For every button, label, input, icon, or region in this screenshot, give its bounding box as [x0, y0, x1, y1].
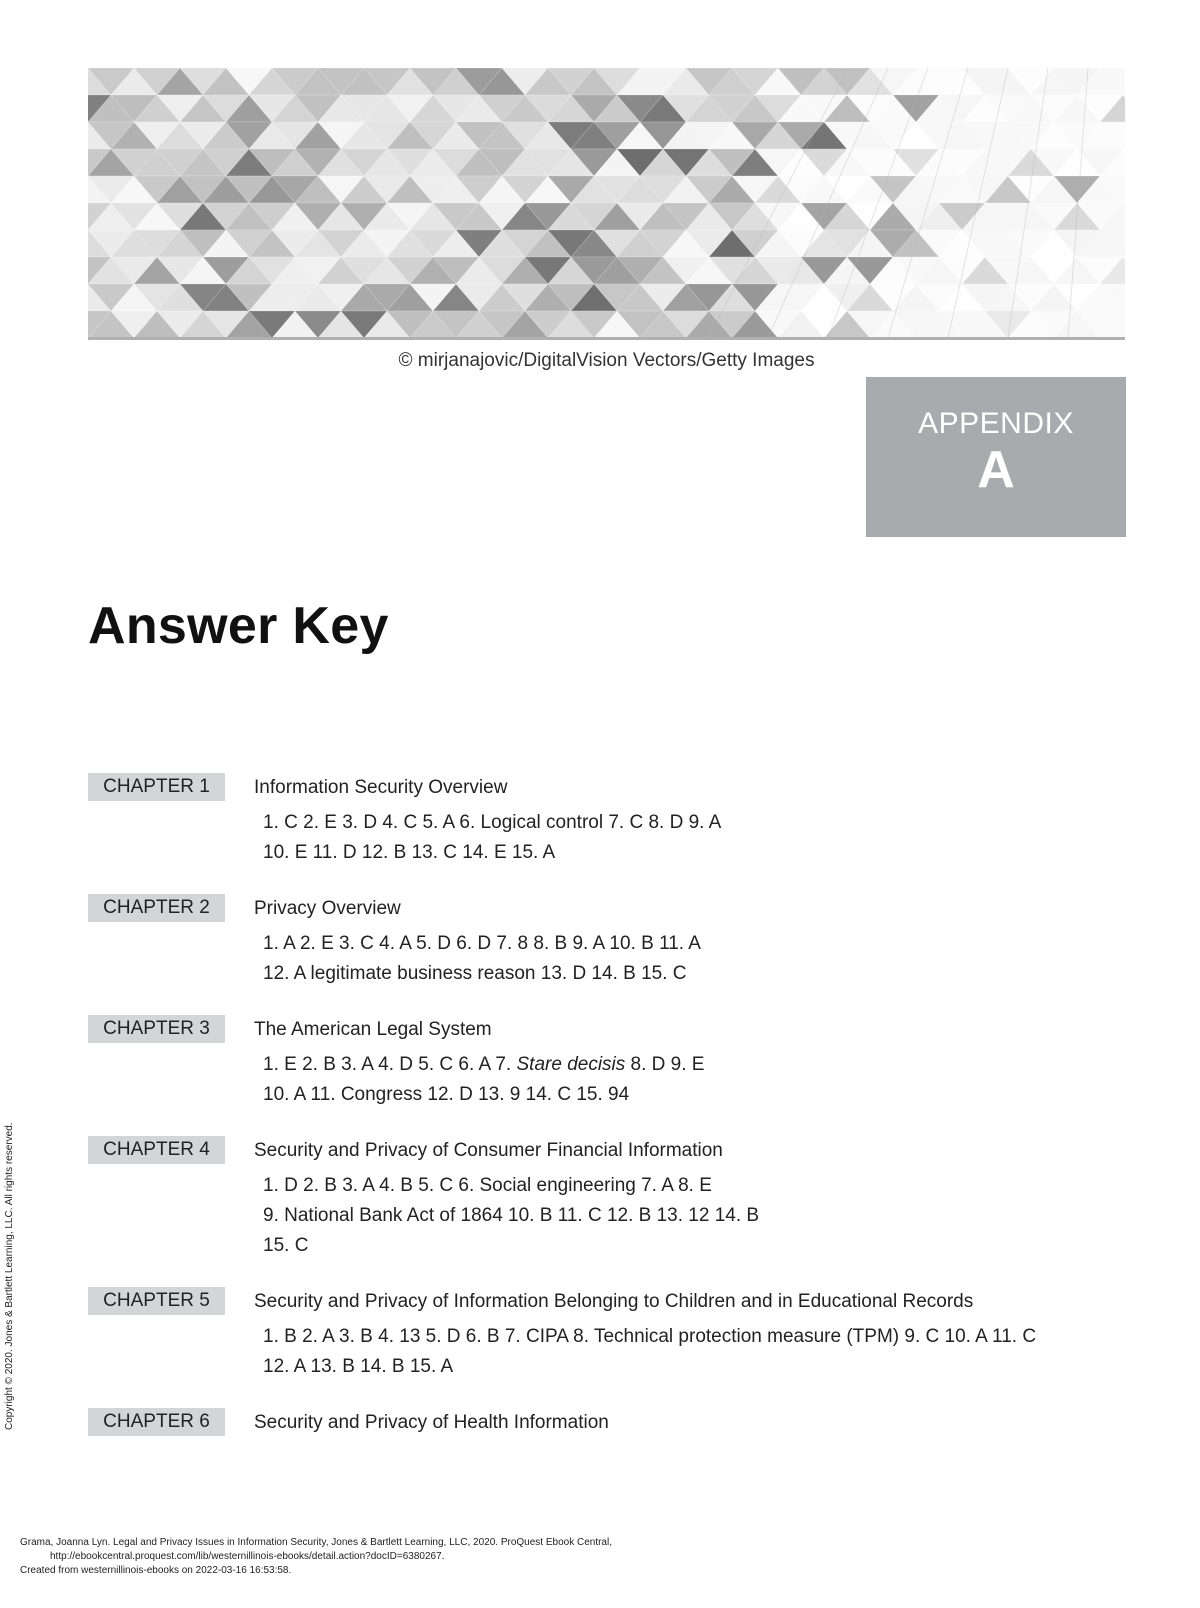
chapter-title: Privacy Overview — [254, 898, 401, 919]
chapter-tag: CHAPTER 1 — [88, 773, 225, 801]
chapter-tag: CHAPTER 4 — [88, 1136, 225, 1164]
chapter-title: Security and Privacy of Information Belonging to Children and in Educational Records — [254, 1291, 974, 1312]
chapter-answers — [263, 1171, 1123, 1261]
chapter-tag: CHAPTER 2 — [88, 894, 225, 922]
chapter-section — [88, 773, 1128, 868]
header-banner-image — [88, 68, 1125, 338]
chapter-answers — [263, 808, 1123, 868]
answer-line: 10. A 11. Congress 12. D 13. 9 14. C 15. 94 — [263, 1084, 630, 1105]
chapter-title: The American Legal System — [254, 1019, 492, 1040]
chapter-list — [88, 773, 1128, 1464]
chapter-answers — [263, 1322, 1123, 1382]
chapter-section — [88, 1015, 1128, 1110]
chapter-title: Security and Privacy of Health Information — [254, 1412, 609, 1433]
answer-line: 10. E 11. D 12. B 13. C 14. E 15. A — [263, 842, 556, 863]
chapter-section — [88, 1408, 1128, 1438]
sidebar-copyright-notice: Copyright © 2020. Jones & Bartlett Learning, LLC. All rights reserved. — [4, 1122, 15, 1430]
citation-line: Created from westernillinois-ebooks on 2022-03-16 16:53:58. — [20, 1565, 292, 1576]
answer-line: 9. National Bank Act of 1864 10. B 11. C 12. B 13. 12 14. B — [263, 1205, 760, 1226]
chapter-answers — [263, 929, 1123, 989]
citation-link[interactable]: http://ebookcentral.proquest.com/lib/westernillinois-ebooks/detail.action?docID=6380267. — [50, 1551, 445, 1562]
appendix-label-box — [866, 377, 1126, 537]
geometric-pattern-graphic — [88, 68, 1125, 338]
answer-italic-term: Stare decisis — [516, 1054, 626, 1075]
answer-line: 12. A 13. B 14. B 15. A — [263, 1356, 454, 1377]
chapter-title: Security and Privacy of Consumer Financial Information — [254, 1140, 723, 1161]
appendix-letter: A — [977, 441, 1015, 499]
chapter-section — [88, 1136, 1128, 1261]
answer-line: 12. A legitimate business reason 13. D 14. B 15. C — [263, 963, 687, 984]
chapter-section — [88, 894, 1128, 989]
image-credit: © mirjanajovic/DigitalVision Vectors/Getty Images — [398, 350, 815, 371]
answer-line: 1. D 2. B 3. A 4. B 5. C 6. Social engineering 7. A 8. E — [263, 1175, 712, 1196]
chapter-tag: CHAPTER 3 — [88, 1015, 225, 1043]
chapter-title: Information Security Overview — [254, 777, 508, 798]
answer-line: 1. B 2. A 3. B 4. 13 5. D 6. B 7. CIPA 8. Technical protection measure (TPM) 9. C 10. A 11. C — [263, 1326, 1037, 1347]
answer-line: 15. C — [263, 1235, 309, 1256]
answer-text: 1. E 2. B 3. A 4. D 5. C 6. A 7. — [263, 1054, 517, 1075]
chapter-section — [88, 1287, 1128, 1382]
chapter-tag: CHAPTER 5 — [88, 1287, 225, 1315]
citation-footer — [20, 1536, 612, 1578]
citation-line: Grama, Joanna Lyn. Legal and Privacy Issues in Information Security, Jones & Bartlett Learning, LLC, 2020. ProQuest Ebook Central, — [20, 1537, 612, 1548]
appendix-word: APPENDIX — [918, 407, 1074, 440]
answer-line: 1. A 2. E 3. C 4. A 5. D 6. D 7. 8 8. B 9. A 10. B 11. A — [263, 933, 701, 954]
answer-line — [263, 1050, 1123, 1080]
answer-line: 1. C 2. E 3. D 4. C 5. A 6. Logical control 7. C 8. D 9. A — [263, 812, 722, 833]
page-title: Answer Key — [88, 597, 389, 655]
banner-divider — [88, 337, 1125, 340]
chapter-tag: CHAPTER 6 — [88, 1408, 225, 1436]
chapter-answers — [263, 1050, 1123, 1110]
answer-text: 8. D 9. E — [625, 1054, 705, 1075]
